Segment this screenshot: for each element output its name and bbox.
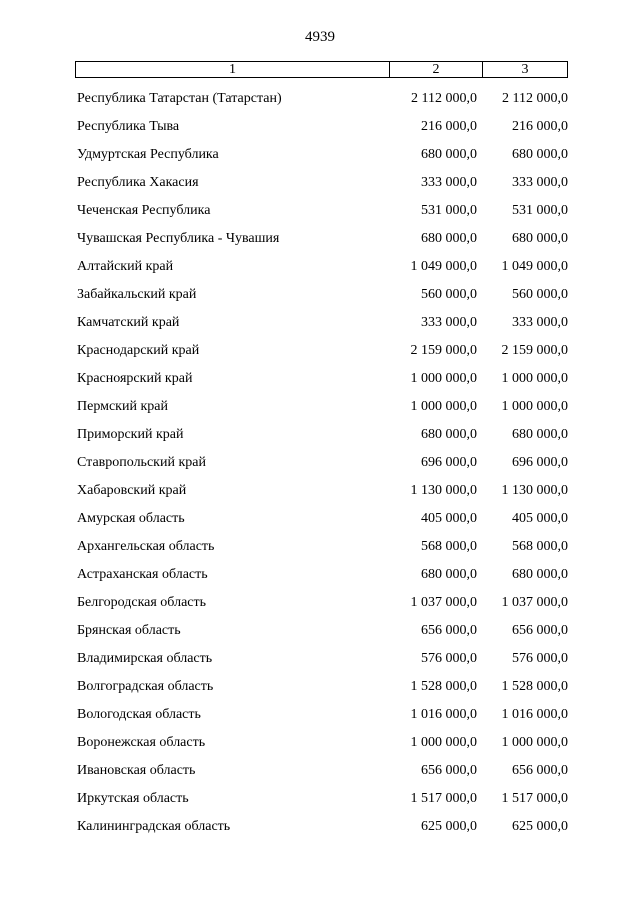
column-3-value: 560 000,0: [512, 287, 568, 302]
region-name: Волгоградская область: [77, 679, 214, 694]
column-3-value: 1 517 000,0: [501, 791, 568, 806]
table-row: [75, 617, 568, 645]
region-name: Иркутская область: [77, 791, 189, 806]
table-row: [75, 309, 568, 337]
table-row: [75, 225, 568, 253]
column-3-value: 656 000,0: [512, 623, 568, 638]
column-3-value: 1 130 000,0: [501, 483, 568, 498]
table-row: [75, 85, 568, 113]
column-2-value: 333 000,0: [421, 175, 477, 190]
column-3-value: 576 000,0: [512, 651, 568, 666]
column-3-value: 333 000,0: [512, 315, 568, 330]
column-header-1: 1: [76, 62, 390, 77]
column-2-value: 1 000 000,0: [410, 371, 477, 386]
column-2-value: 696 000,0: [421, 455, 477, 470]
region-name: Чувашская Республика - Чувашия: [77, 231, 280, 246]
column-3-value: 2 159 000,0: [501, 343, 568, 358]
table-row: [75, 253, 568, 281]
region-name: Чеченская Республика: [77, 203, 211, 218]
column-2-value: 656 000,0: [421, 623, 477, 638]
table-row: [75, 645, 568, 673]
column-header-3: 3: [521, 62, 529, 77]
column-2-value: 1 130 000,0: [410, 483, 477, 498]
table-row: [75, 505, 568, 533]
table-row: [75, 393, 568, 421]
region-name: Белгородская область: [77, 595, 207, 610]
table-row: [75, 365, 568, 393]
column-3-value: 1 528 000,0: [501, 679, 568, 694]
column-2-value: 405 000,0: [421, 511, 477, 526]
column-3-value: 1 000 000,0: [501, 399, 568, 414]
column-3-value: 1 049 000,0: [501, 259, 568, 274]
column-3-value: 656 000,0: [512, 763, 568, 778]
region-name: Амурская область: [77, 511, 185, 526]
column-3-value: 625 000,0: [512, 819, 568, 834]
region-name: Вологодская область: [77, 707, 201, 722]
table-row: [75, 477, 568, 505]
region-name: Астраханская область: [77, 567, 208, 582]
table-row: [75, 141, 568, 169]
table-row: [75, 281, 568, 309]
region-name: Алтайский край: [77, 259, 174, 274]
column-3-value: 680 000,0: [512, 427, 568, 442]
region-name: Хабаровский край: [77, 483, 187, 498]
column-3-value: 568 000,0: [512, 539, 568, 554]
column-3-value: 680 000,0: [512, 231, 568, 246]
column-3-value: 333 000,0: [512, 175, 568, 190]
column-2-value: 2 159 000,0: [410, 343, 477, 358]
column-3-value: 1 037 000,0: [501, 595, 568, 610]
column-3-value: 696 000,0: [512, 455, 568, 470]
column-2-value: 2 112 000,0: [411, 91, 477, 106]
table-row: [75, 113, 568, 141]
region-name: Забайкальский край: [77, 287, 197, 302]
column-2-value: 333 000,0: [421, 315, 477, 330]
region-name: Приморский край: [77, 427, 184, 442]
column-2-value: 680 000,0: [421, 147, 477, 162]
table-row: [75, 589, 568, 617]
column-3-value: 216 000,0: [512, 119, 568, 134]
column-2-value: 1 000 000,0: [410, 735, 477, 750]
page-number: 4939: [305, 29, 335, 45]
column-3-value: 680 000,0: [512, 147, 568, 162]
column-3-value: 1 000 000,0: [501, 735, 568, 750]
table-row: [75, 701, 568, 729]
region-name: Брянская область: [77, 623, 181, 638]
table-row: [75, 757, 568, 785]
table-row: [75, 673, 568, 701]
table-header: [75, 61, 568, 78]
table-row: [75, 421, 568, 449]
region-name: Архангельская область: [77, 539, 215, 554]
budget-table: [75, 61, 568, 841]
column-3-value: 1 016 000,0: [501, 707, 568, 722]
column-2-value: 1 517 000,0: [410, 791, 477, 806]
column-3-value: 531 000,0: [512, 203, 568, 218]
column-2-value: 1 000 000,0: [410, 399, 477, 414]
table-row: [75, 729, 568, 757]
column-2-value: 531 000,0: [421, 203, 477, 218]
region-name: Республика Хакасия: [77, 175, 199, 190]
region-name: Республика Тыва: [77, 119, 180, 134]
column-3-value: 1 000 000,0: [501, 371, 568, 386]
column-2-value: 1 528 000,0: [410, 679, 477, 694]
column-2-value: 680 000,0: [421, 231, 477, 246]
column-2-value: 216 000,0: [421, 119, 477, 134]
region-name: Калининградская область: [77, 819, 231, 834]
table-row: [75, 533, 568, 561]
region-name: Удмуртская Республика: [77, 147, 219, 162]
table-body: [75, 85, 568, 841]
table-row: [75, 169, 568, 197]
region-name: Владимирская область: [77, 651, 213, 666]
column-3-value: 2 112 000,0: [502, 91, 568, 106]
column-2-value: 680 000,0: [421, 427, 477, 442]
column-2-value: 560 000,0: [421, 287, 477, 302]
table-row: [75, 813, 568, 841]
region-name: Краснодарский край: [77, 343, 200, 358]
column-header-2: 2: [390, 62, 483, 77]
column-2-value: 1 049 000,0: [410, 259, 477, 274]
table-row: [75, 337, 568, 365]
column-3-value: 405 000,0: [512, 511, 568, 526]
region-name: Красноярский край: [77, 371, 193, 386]
region-name: Камчатский край: [77, 315, 180, 330]
region-name: Ивановская область: [77, 763, 196, 778]
region-name: Воронежская область: [77, 735, 206, 750]
column-2-value: 656 000,0: [421, 763, 477, 778]
column-2-value: 680 000,0: [421, 567, 477, 582]
region-name: Ставропольский край: [77, 455, 206, 470]
region-name: Пермский край: [77, 399, 168, 414]
column-2-value: 576 000,0: [421, 651, 477, 666]
table-row: [75, 197, 568, 225]
column-2-value: 568 000,0: [421, 539, 477, 554]
column-3-value: 680 000,0: [512, 567, 568, 582]
table-row: [75, 561, 568, 589]
table-row: [75, 449, 568, 477]
column-2-value: 1 037 000,0: [410, 595, 477, 610]
table-row: [75, 785, 568, 813]
column-2-value: 625 000,0: [421, 819, 477, 834]
column-2-value: 1 016 000,0: [410, 707, 477, 722]
region-name: Республика Татарстан (Татарстан): [77, 91, 282, 106]
